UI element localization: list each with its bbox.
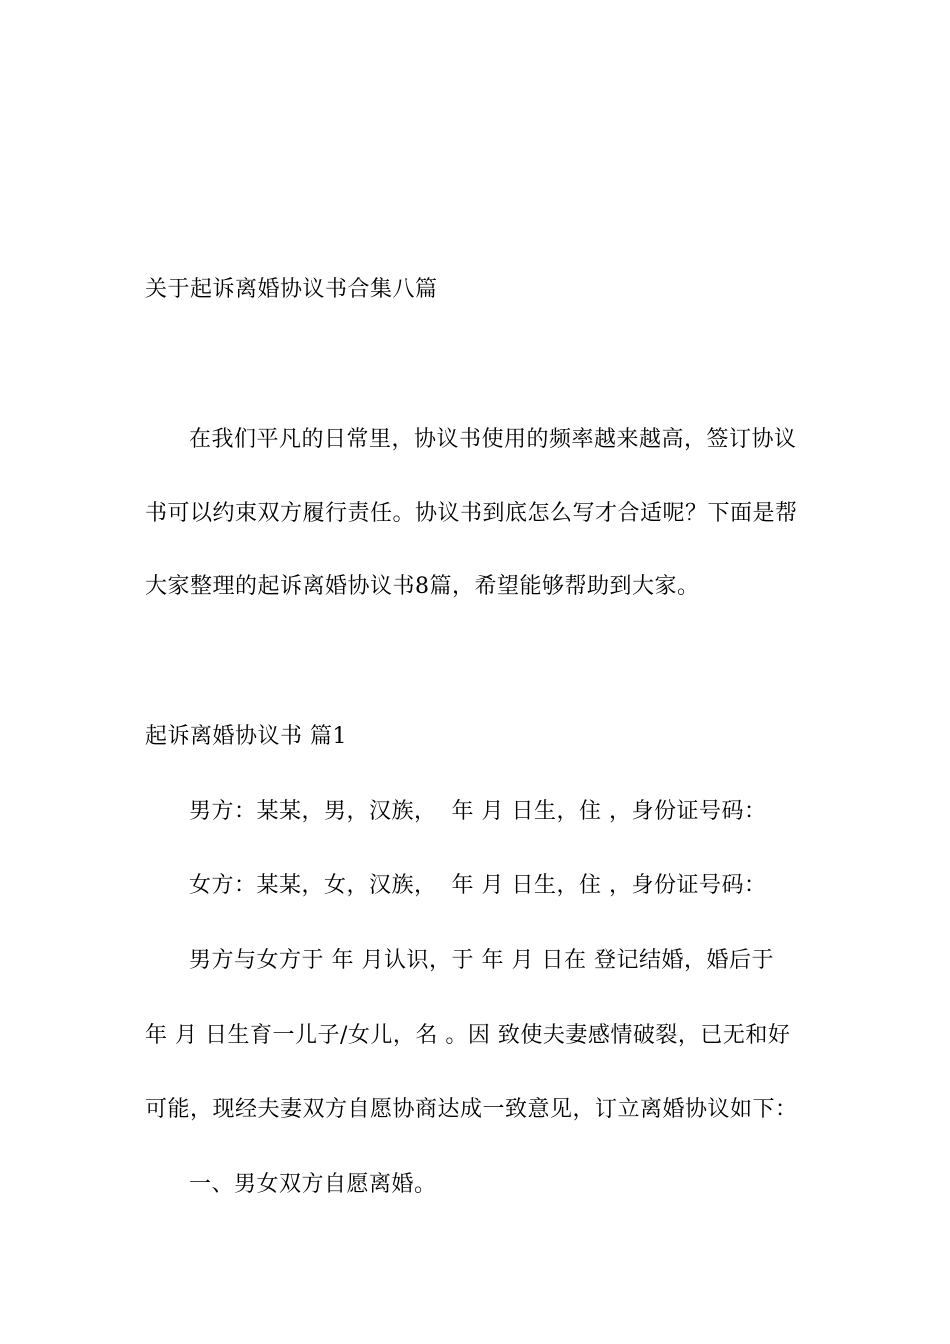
intro-line-3: 大家整理的起诉离婚协议书8篇，希望能够帮助到大家。: [145, 574, 700, 599]
document-title: 关于起诉离婚协议书合集八篇: [145, 277, 438, 302]
body-line-1: 男方与女方于 年 月认识，于 年 月 日在 登记结婚，婚后于: [189, 948, 774, 973]
intro-line-1: 在我们平凡的日常里，协议书使用的频率越来越高，签订协议: [189, 427, 797, 452]
body-line-3: 可能，现经夫妻双方自愿协商达成一致意见，订立离婚协议如下：: [145, 1097, 798, 1122]
section-heading: 起诉离婚协议书 篇1: [145, 724, 347, 749]
clause-1: 一、男女双方自愿离婚。: [189, 1172, 437, 1197]
female-party-line: 女方：某某，女，汉族， 年 月 日生，住 ，身份证号码：: [189, 873, 767, 898]
intro-line-2: 书可以约束双方履行责任。协议书到底怎么写才合适呢？下面是帮: [145, 501, 798, 526]
body-line-2: 年 月 日生育一儿子/女儿，名 。因 致使夫妻感情破裂，已无和好: [145, 1023, 791, 1048]
male-party-line: 男方：某某，男，汉族， 年 月 日生，住 ，身份证号码：: [189, 799, 767, 824]
